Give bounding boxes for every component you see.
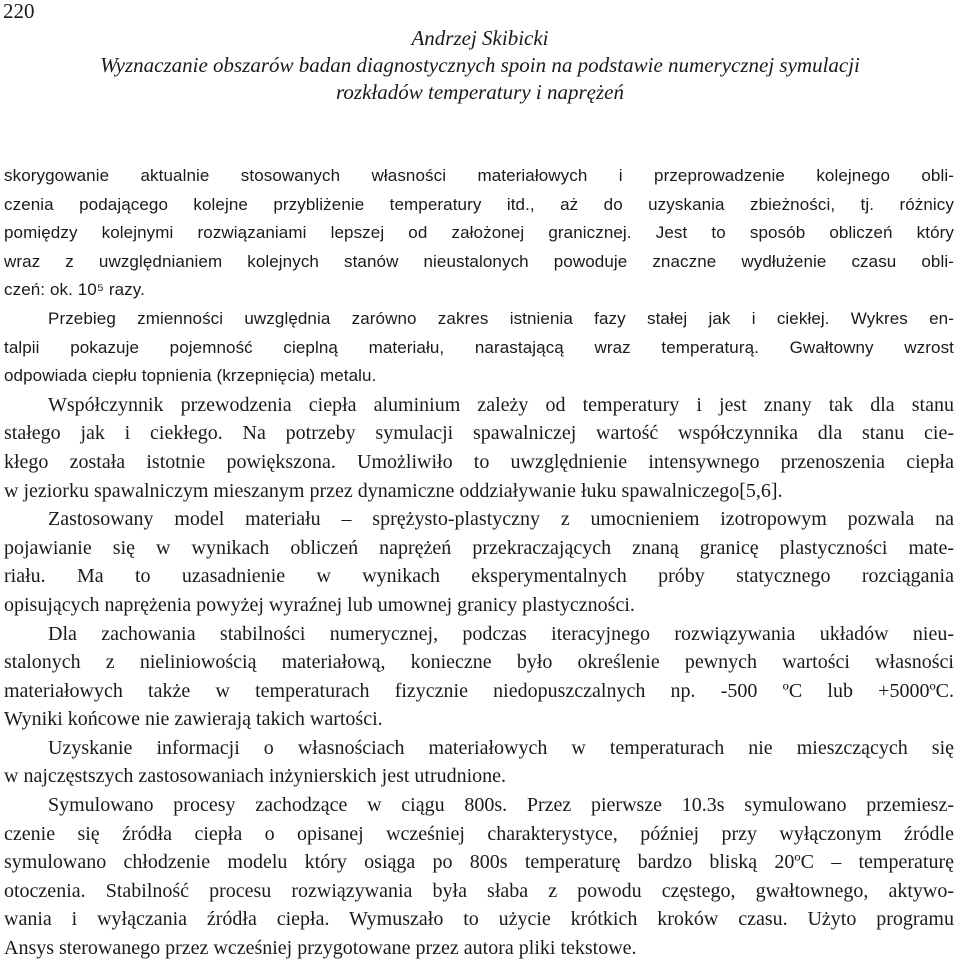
- running-header: [0, 25, 960, 106]
- text-line: Wyniki końcowe nie zawierają takich wartości.: [4, 708, 383, 731]
- text-line: riału. Ma to uzasadnienie w wynikach eksperymentalnych próby statycznego rozciągania: [4, 565, 954, 588]
- text-line: w jeziorku spawalniczym mieszanym przez dynamiczne oddziaływanie łuku spawalniczego[5,6].: [4, 479, 783, 502]
- text-line: czenia podającego kolejne przybliżenie temperatury itd., aż do uzyskania zbieżności, tj. różnicy: [4, 194, 954, 214]
- text-line: symulowano chłodzenie modelu który osiąga po 800s temperaturę bardzo bliską 20ºC – temperaturę: [4, 851, 954, 874]
- text-line: czeń: ok. 10⁵ razy.: [4, 280, 145, 300]
- text-line: Uzyskanie informacji o własnościach materiałowych w temperaturach nie mieszczących się: [48, 736, 954, 759]
- text-line: Ansys sterowanego przez wcześniej przygotowane przez autora pliki tekstowe.: [4, 937, 637, 960]
- text-line: Przebieg zmienności uwzględnia zarówno zakres istnienia fazy stałej jak i ciekłej. Wykres en-: [48, 308, 954, 328]
- text-line: pojawianie się w wynikach obliczeń naprężeń przekraczających znaną granicę plastyczności mate-: [4, 536, 954, 559]
- header-author: Andrzej Skibicki: [411, 26, 549, 50]
- text-line: czenie się źródła ciepła o opisanej wcześniej charakterystyce, później przy wyłączonym źródle: [4, 822, 954, 845]
- text-line: w najczęstszych zastosowaniach inżynierskich jest utrudnione.: [4, 765, 507, 788]
- text-line: Symulowano procesy zachodzące w ciągu 800s. Przez pierwsze 10.3s symulowano przemiesz-: [48, 794, 954, 817]
- text-line: Dla zachowania stabilności numerycznej, podczas iteracyjnego rozwiązywania układów nieu-: [48, 622, 954, 645]
- text-line: Współczynnik przewodzenia ciepła aluminium zależy od temperatury i jest znany tak dla stanu: [48, 393, 954, 416]
- header-title-line-2: rozkładów temperatury i naprężeń: [336, 80, 624, 104]
- text-line: odpowiada ciepłu topnienia (krzepnięcia) metalu.: [4, 366, 377, 386]
- text-line: kłego została istotnie powiększona. Umożliwiło to uwzględnienie intensywnego przenoszenia ciepła: [4, 450, 954, 473]
- header-title-line-1: Wyznaczanie obszarów badan diagnostycznych spoin na podstawie numerycznej symulacji: [100, 53, 860, 77]
- page-number: 220: [3, 0, 35, 23]
- text-line: stalonych z nieliniowością materiałową, konieczne było określenie pewnych wartości własności: [4, 651, 954, 674]
- text-line: wania i wyłączania źródła ciepła. Wymuszało to użycie krótkich kroków czasu. Użyto programu: [4, 908, 954, 931]
- body-text: [4, 162, 954, 963]
- text-line: wraz z uwzględnianiem kolejnych stanów nieustalonych powoduje znaczne wydłużenie czasu obli-: [4, 251, 954, 271]
- text-line: talpii pokazuje pojemność cieplną materiału, narastającą wraz temperaturą. Gwałtowny wzrost: [4, 337, 954, 357]
- text-line: stałego jak i ciekłego. Na potrzeby symulacji spawalniczej wartość współczynnika dla stanu cie-: [4, 422, 954, 445]
- text-line: skorygowanie aktualnie stosowanych własności materiałowych i przeprowadzenie kolejnego obli-: [4, 166, 954, 185]
- text-line: Zastosowany model materiału – sprężysto-plastyczny z umocnieniem izotropowym pozwala na: [48, 508, 954, 531]
- text-line: otoczenia. Stabilność procesu rozwiązywania była słaba z powodu częstego, gwałtownego, aktywo-: [4, 879, 954, 902]
- text-line: opisujących naprężenia powyżej wyraźnej lub umownej granicy plastyczności.: [4, 593, 635, 616]
- text-line: materiałowych także w temperaturach fizycznie niedopuszczalnych np. -500 ºC lub +5000ºC.: [4, 679, 954, 702]
- text-line: pomiędzy kolejnymi rozwiązaniami lepszej od założonej granicznej. Jest to sposób obliczeń który: [4, 223, 954, 243]
